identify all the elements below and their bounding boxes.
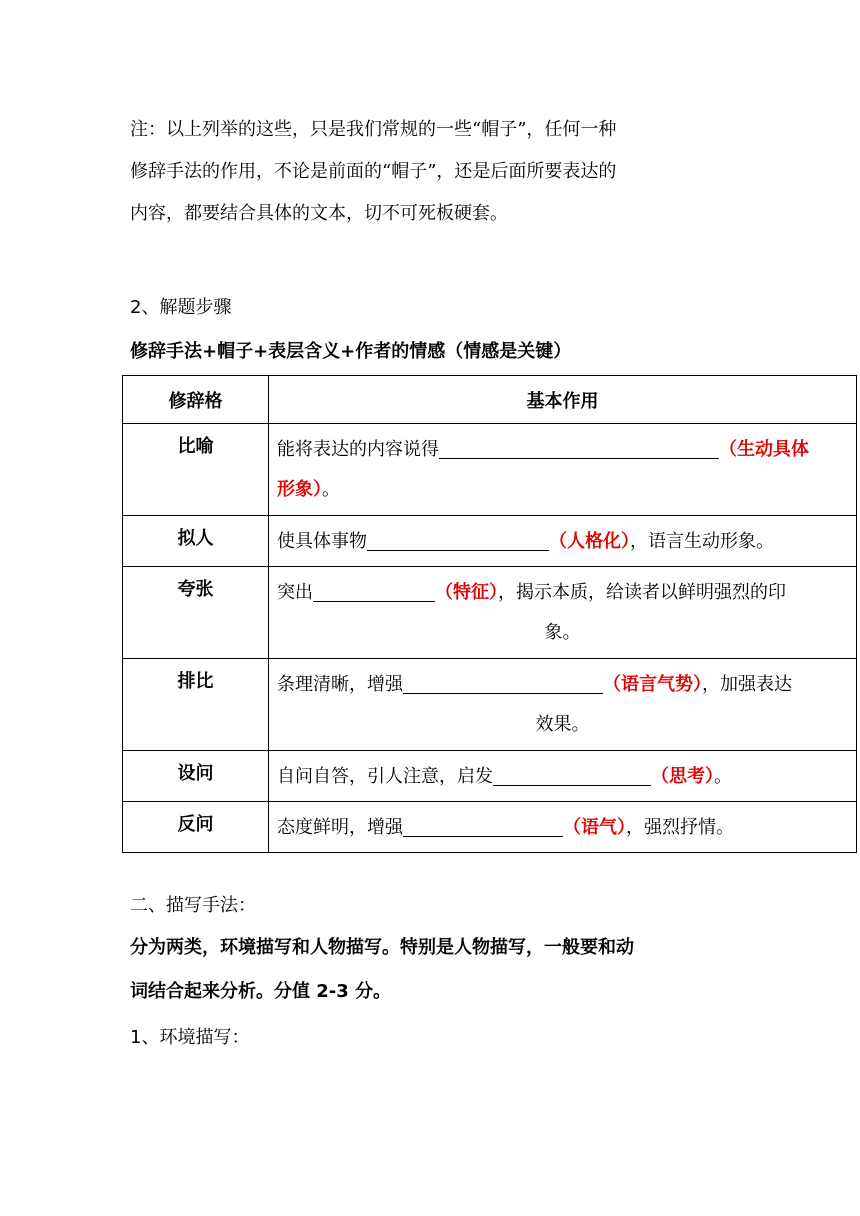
desc-text-after: 。 — [714, 766, 732, 787]
fill-blank — [439, 436, 719, 459]
desc-text: 使具体事物 — [277, 531, 367, 552]
row-desc — [269, 659, 857, 751]
desc-text: 自问自答，引人注意，启发 — [277, 766, 493, 787]
note-line-2: 修辞手法的作用，不论是前面的“帽子”，还是后面所要表达的 — [130, 161, 617, 182]
row-name: 排比 — [123, 659, 269, 751]
rhetoric-table — [122, 375, 857, 853]
answer-text: （思考） — [651, 766, 714, 787]
row-name: 比喻 — [123, 424, 269, 516]
answer-text: （语言气势） — [603, 674, 702, 695]
desc-text: 突出 — [277, 582, 313, 603]
table-row — [123, 567, 857, 659]
desc-text: 条理清晰，增强 — [277, 674, 403, 695]
desc-text: 态度鲜明，增强 — [277, 817, 403, 838]
steps-heading: 2、解题步骤 — [130, 297, 232, 318]
desc-text-cont: 象。 — [544, 622, 581, 643]
table-row — [123, 751, 857, 802]
row-name: 夸张 — [123, 567, 269, 659]
answer-text: （人格化） — [549, 531, 630, 552]
row-desc — [269, 802, 857, 853]
description-line-1: 分为两类，环境描写和人物描写。特别是人物描写，一般要和动 — [130, 937, 634, 958]
answer-text: （生动具体 — [719, 439, 809, 460]
steps-formula: 修辞手法+帽子+表层含义+作者的情感（情感是关键） — [130, 341, 572, 362]
table-row — [123, 516, 857, 567]
answer-text: （语气） — [563, 817, 626, 838]
answer-text: （特征） — [435, 582, 498, 603]
fill-blank — [403, 671, 603, 694]
description-heading: 二、描写手法： — [130, 895, 256, 916]
fill-blank — [493, 763, 651, 786]
desc-text-after: ，加强表达 — [702, 674, 792, 695]
row-desc — [269, 516, 857, 567]
desc-text: 能将表达的内容说得 — [277, 439, 439, 460]
desc-text-after: ，语言生动形象。 — [630, 531, 774, 552]
table-row — [123, 424, 857, 516]
row-desc — [269, 424, 857, 516]
header-function: 基本作用 — [269, 376, 857, 424]
row-desc — [269, 751, 857, 802]
table-header-row — [123, 376, 857, 424]
description-line-2: 词结合起来分析。分值 2-3 分。 — [130, 981, 392, 1002]
fill-blank — [403, 814, 563, 837]
desc-text-cont: 效果。 — [535, 714, 590, 735]
table-row — [123, 802, 857, 853]
answer-text-cont: 形象） — [277, 479, 322, 500]
table-row — [123, 659, 857, 751]
desc-text-after: ，强烈抒情。 — [626, 817, 734, 838]
header-figure: 修辞格 — [123, 376, 269, 424]
note-line-1: 注：以上列举的这些，只是我们常规的一些“帽子”，任何一种 — [130, 119, 617, 140]
desc-text-after: ，揭示本质，给读者以鲜明强烈的印 — [498, 582, 786, 603]
row-name: 拟人 — [123, 516, 269, 567]
note-line-3: 内容，都要结合具体的文本，切不可死板硬套。 — [130, 203, 508, 224]
description-sub-heading: 1、环境描写： — [130, 1027, 250, 1048]
desc-text-after: 。 — [322, 479, 340, 500]
row-desc — [269, 567, 857, 659]
row-name: 设问 — [123, 751, 269, 802]
fill-blank — [313, 579, 435, 602]
fill-blank — [367, 528, 549, 551]
row-name: 反问 — [123, 802, 269, 853]
